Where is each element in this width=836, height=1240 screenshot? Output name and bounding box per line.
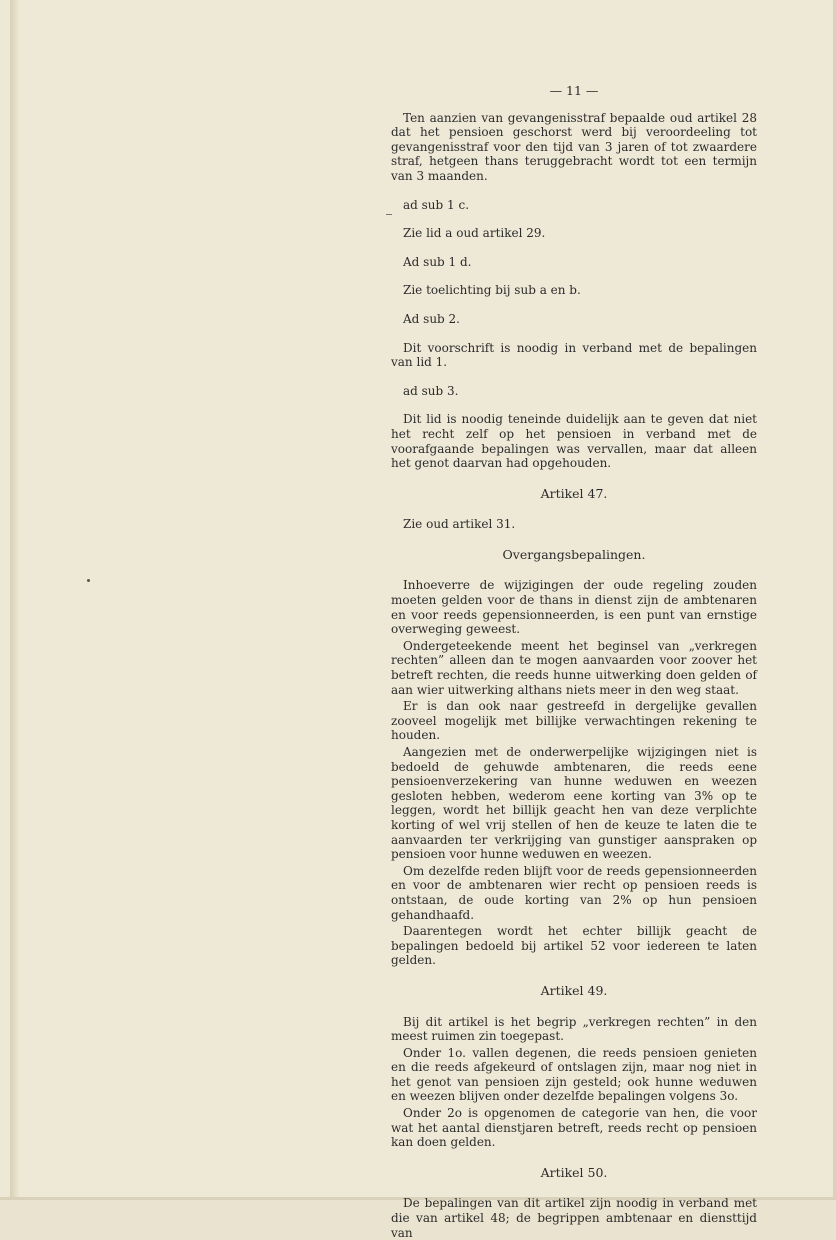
text-column [391, 84, 757, 1240]
paragraph: De bepalingen van dit artikel zijn noodig in verband met die van artikel 48; de begrippen ambtenaar en diensttijd van [391, 1196, 757, 1240]
binding-fold [10, 0, 20, 1200]
paragraph: Zie oud artikel 31. [403, 517, 516, 532]
paragraph: Inhoeverre de wijzigingen der oude regeling zouden moeten gelden voor de thans in dienst zijn de ambtenaren en voor reeds gepensionneerden, is een punt van ernstige overweging geweest. [391, 578, 757, 637]
heading-artikel-50: Artikel 50. [540, 1164, 608, 1180]
paragraph: Ad sub 2. [403, 311, 460, 326]
heading-artikel-49: Artikel 49. [540, 982, 608, 998]
paragraph: Er is dan ook naar gestreefd in dergelijke gevallen zooveel mogelijk met billijke verwachtingen rekening te houden. [391, 699, 757, 743]
paragraph: Zie toelichting bij sub a en b. [403, 283, 581, 298]
paragraph: Dit lid is noodig teneinde duidelijk aan te geven dat niet het recht zelf op het pensioen in verband met de voorafgaande bepalingen was vervallen, maar dat alleen het genot daarvan had opgehouden. [391, 412, 757, 471]
paragraph: Daarentegen wordt het echter billijk geacht de bepalingen bedoeld bij artikel 52 voor iedereen te laten gelden. [391, 924, 757, 968]
paragraph: Ten aanzien van gevangenisstraf bepaalde oud artikel 28 dat het pensioen geschorst werd bij veroordeeling tot gevangenisstraf voor den tijd van 3 jaren of tot zwaardere straf, hetgeen thans teruggebracht wordt tot een termijn van 3 maanden. [391, 110, 757, 183]
paragraph: Onder 2o is opgenomen de categorie van hen, die voor wat het aantal dienstjaren betreft, reeds recht op pensioen kan doen gelden. [391, 1106, 757, 1150]
paragraph: Aangezien met de onderwerpelijke wijzigingen niet is bedoeld de gehuwde ambtenaren, die reeds eene pensioenverzekering van hunne weduwen en weezen gesloten hebben, wederom eene korting van 3% op te leggen, wordt het billijk geacht hen van deze verplichte korting of wel vrij stellen of hen de keuze te laten die te aanvaarden ter verkrijging van gunstiger aanspraken op pensioen voor hunne weduwen en weezen. [391, 745, 757, 862]
page-number: — 11 — [549, 83, 599, 98]
paragraph: Dit voorschrift is noodig in verband met de bepalingen van lid 1. [391, 340, 757, 370]
paragraph: Ad sub 1 d. [403, 254, 472, 269]
paragraph: Om dezelfde reden blijft voor de reeds gepensionneerden en voor de ambtenaren wier recht op pensioen reeds is ontstaan, de oude korting van 2% op hun pensioen gehandhaafd. [391, 863, 757, 922]
heading-artikel-47: Artikel 47. [540, 485, 608, 501]
margin-dot [87, 579, 90, 582]
paragraph: ad sub 1 c. [403, 197, 470, 212]
paragraph: Bij dit artikel is het begrip „verkregen rechten” in den meest ruimen zin toegepast. [391, 1014, 757, 1044]
heading-overgangsbepalingen: Overgangsbepalingen. [502, 546, 646, 562]
paragraph: Zie lid a oud artikel 29. [403, 226, 546, 241]
paragraph: ad sub 3. [403, 383, 459, 398]
paragraph: Ondergeteekende meent het beginsel van „verkregen rechten” alleen dan te mogen aanvaarden voor zoover het betreft rechten, die reeds hunne uitwerking doen gelden of aan wier uitwerking althans niets meer in den weg staat. [391, 638, 757, 697]
paragraph: Onder 1o. vallen degenen, die reeds pensioen genieten en die reeds afgekeurd of ontslagen zijn, maar nog niet in het genot van pensioen zijn gesteld; ook hunne weduwen en weezen blijven onder dezelfde bepalingen volgens 3o. [391, 1045, 757, 1104]
